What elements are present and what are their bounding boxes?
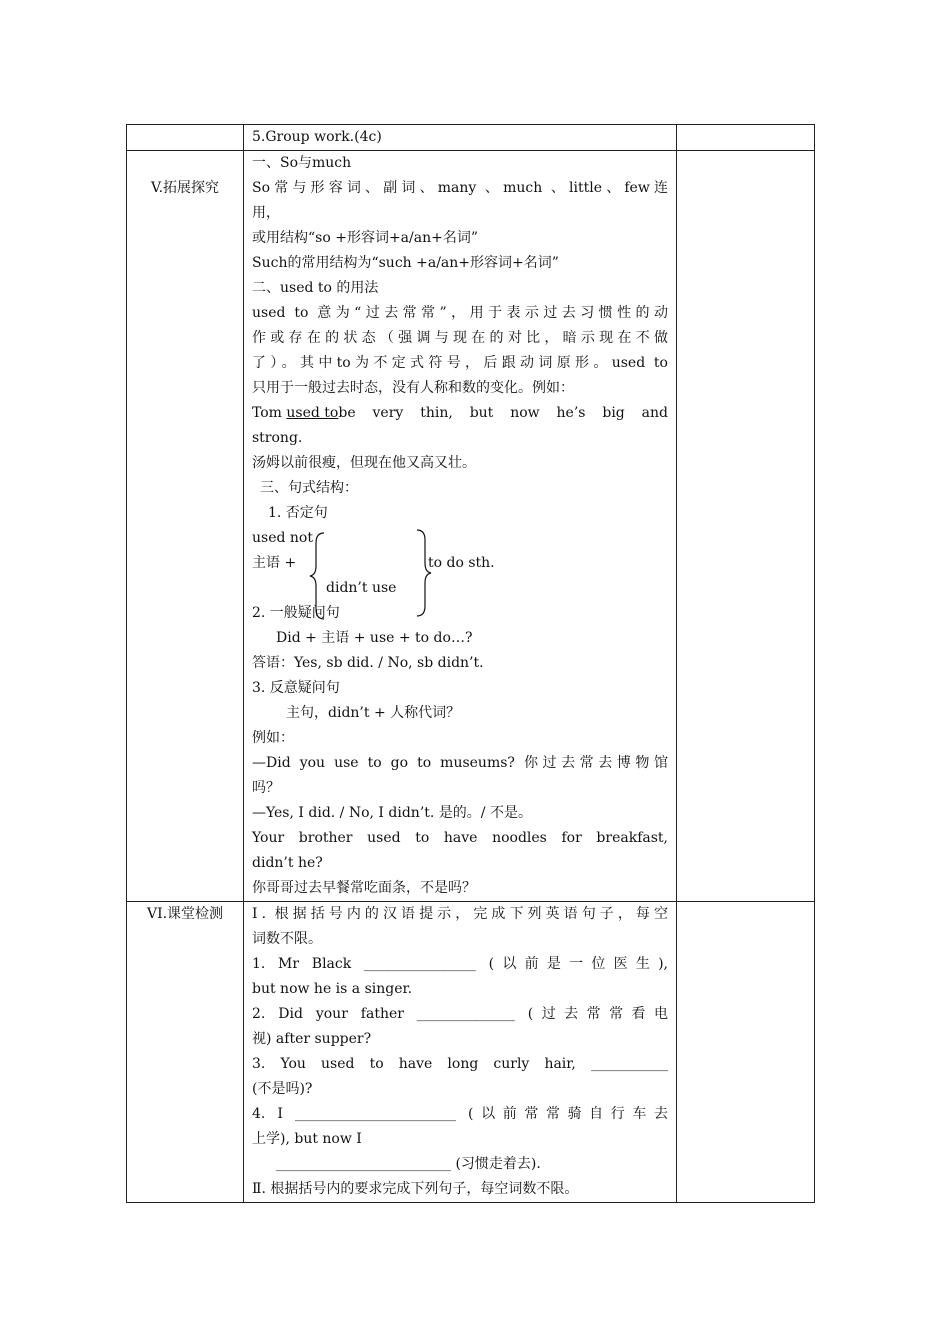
content-line: but now he is a singer.: [252, 981, 413, 997]
section-label: V.拓展探究: [150, 180, 220, 196]
table-row: [127, 125, 815, 151]
right-brace: [417, 528, 431, 618]
content-line: _________________________ (习惯走着去).: [276, 1156, 541, 1172]
content-line: 吗？: [252, 780, 280, 796]
content-line: —Did you use to go to museums? 你过去常去博物馆: [252, 755, 668, 771]
content-line: 只用于一般过去时态，没有人称和数的变化。例如：: [252, 380, 574, 396]
exercise-item: 2. Did your father ______________ (过去常常看电: [252, 1006, 668, 1022]
row-label-cell: [127, 151, 244, 902]
content-line: used to 意为“过去常常”，用于表示过去习惯性的动: [252, 305, 668, 321]
content-cell: [244, 125, 677, 151]
content-line: So常与形容词、副词、many 、much 、little、few连: [252, 180, 668, 196]
heading-yes-no-question: 2. 一般疑问句: [252, 605, 340, 621]
underlined-used-to: used to: [286, 405, 339, 421]
heading-sentence-structure: 三、句式结构：: [260, 480, 358, 496]
content-line: 答语：Yes, sb did. / No, sb didn’t.: [252, 655, 484, 671]
content-line: 用，: [252, 205, 280, 221]
notes-cell: [677, 902, 815, 1203]
content-line: Such的常用结构为“such +a/an+形容词+名词”: [252, 255, 559, 271]
exercise-instruction: Ⅱ. 根据括号内的要求完成下列句子，每空词数不限。: [252, 1181, 579, 1197]
exercise-instruction: Ⅰ. 根据括号内的汉语提示，完成下列英语句子，每空: [252, 906, 668, 922]
row-label-cell: [127, 125, 244, 151]
example-rest: be very thin, but now he’s big and: [338, 405, 668, 421]
content-line: (不是吗)?: [252, 1081, 313, 1097]
notes-cell: [677, 125, 815, 151]
content-line: 或用结构“so +形容词+a/an+名词”: [252, 230, 478, 246]
exercise-item: 1. Mr Black ________________ (以前是一位医生),: [252, 956, 668, 972]
content-cell: [244, 151, 677, 902]
row-label-cell: [127, 902, 244, 1203]
content-line: 了）。其中to为不定式符号，后跟动词原形。used to: [252, 355, 668, 371]
exercise-item: 4. I _______________________ (以前常常骑自行车去: [252, 1106, 668, 1122]
table-row: [127, 902, 815, 1203]
subject-plus: 主语 +: [252, 555, 297, 571]
example-sentence: [252, 401, 668, 426]
heading-used-to: 二、used to 的用法: [252, 280, 379, 296]
negative-structure-diagram: [252, 526, 668, 601]
content-line: 汤姆以前很瘦，但现在他又高又壮。: [252, 455, 476, 471]
content-line: 作或存在的状态（强调与现在的对比，暗示现在不做: [252, 330, 668, 346]
to-do-sth: to do sth.: [428, 555, 495, 571]
option-used-not: used not: [252, 530, 313, 546]
content-line: 例如：: [252, 730, 294, 746]
content-line: 1. 否定句: [268, 505, 328, 521]
example-subject: Tom: [252, 405, 287, 421]
table-row: [127, 151, 815, 902]
content-line: Your brother used to have noodles for breakfast,: [252, 830, 668, 846]
content-line: 5.Group work.(4c): [252, 129, 382, 145]
content-line: 主句，didn’t + 人称代词？: [286, 705, 461, 721]
content-line: Did + 主语 + use + to do…?: [276, 630, 473, 646]
notes-cell: [677, 151, 815, 902]
content-line: didn’t he?: [252, 855, 323, 871]
content-cell: [244, 902, 677, 1203]
lesson-table: [126, 124, 815, 1203]
content-line: 视) after supper?: [252, 1031, 372, 1047]
content-line: strong.: [252, 430, 303, 446]
heading-so-much: 一、So与much: [252, 155, 352, 171]
content-line: 词数不限。: [252, 931, 322, 947]
option-didnt-use: didn’t use: [326, 580, 397, 596]
heading-tag-question: 3. 反意疑问句: [252, 680, 340, 696]
content-line: —Yes, I did. / No, I didn’t. 是的。/ 不是。: [252, 805, 532, 821]
section-label: VI.课堂检测: [146, 906, 224, 922]
exercise-item: 3. You used to have long curly hair, ___________: [252, 1056, 668, 1072]
left-brace: [310, 531, 326, 621]
content-line: 上学), but now I: [252, 1131, 362, 1147]
content-line: 你哥哥过去早餐常吃面条，不是吗？: [252, 880, 476, 896]
